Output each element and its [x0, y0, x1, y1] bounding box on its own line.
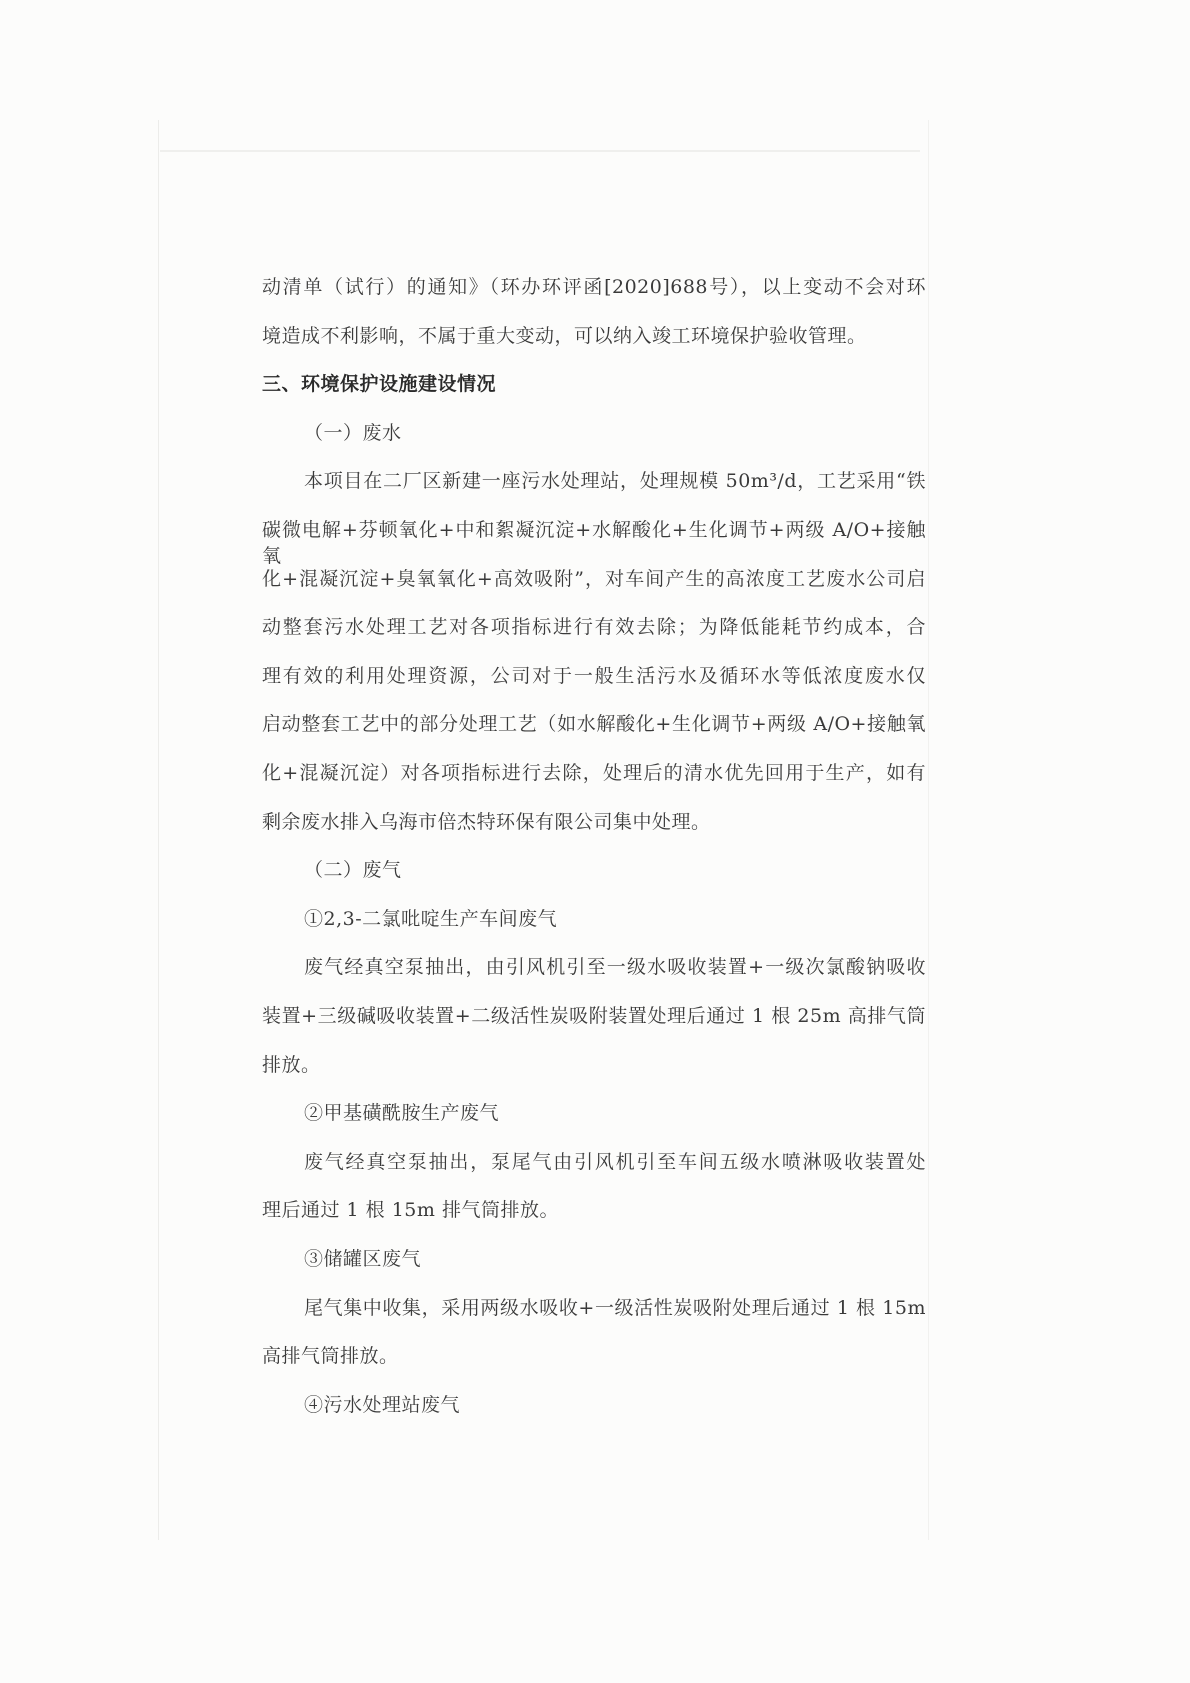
scan-edge-left: [158, 120, 159, 1540]
subsection-heading: （一）废水: [304, 422, 402, 444]
paragraph-line: 高排气筒排放。: [262, 1345, 399, 1367]
item-heading: ②甲基磺酰胺生产废气: [304, 1102, 500, 1124]
paragraph-line: 尾气集中收集，采用两级水吸收+一级活性炭吸附处理后通过 1 根 15m: [304, 1297, 926, 1319]
paragraph-line: 动整套污水处理工艺对各项指标进行有效去除；为降低能耗节约成本，合: [262, 616, 926, 638]
paragraph-line: 理有效的利用处理资源，公司对于一般生活污水及循环水等低浓度废水仅: [262, 665, 926, 687]
paragraph-line: 动清单（试行）的通知》（环办环评函[2020]688号），以上变动不会对环: [262, 276, 926, 298]
paragraph-line: 理后通过 1 根 15m 排气筒排放。: [262, 1199, 559, 1221]
item-heading: ③储罐区废气: [304, 1248, 422, 1270]
item-heading: ①2,3-二氯吡啶生产车间废气: [304, 908, 558, 930]
paragraph-line: 本项目在二厂区新建一座污水处理站，处理规模 50m³/d，工艺采用“铁: [304, 470, 926, 492]
section-heading: 三、环境保护设施建设情况: [262, 373, 497, 395]
scan-edge-right: [928, 120, 929, 1540]
paragraph-line: 化+混凝沉淀）对各项指标进行去除，处理后的清水优先回用于生产，如有: [262, 762, 926, 784]
paragraph-line: 剩余废水排入乌海市倍杰特环保有限公司集中处理。: [262, 811, 711, 833]
paragraph-line: 碳微电解+芬顿氧化+中和絮凝沉淀+水解酸化+生化调节+两级 A/O+接触氧: [262, 519, 926, 567]
subsection-heading: （二）废气: [304, 859, 402, 881]
paragraph-line: 启动整套工艺中的部分处理工艺（如水解酸化+生化调节+两级 A/O+接触氧: [262, 713, 926, 735]
paragraph-line: 装置+三级碱吸收装置+二级活性炭吸附装置处理后通过 1 根 25m 高排气筒: [262, 1005, 926, 1027]
paragraph-line: 废气经真空泵抽出，由引风机引至一级水吸收装置+一级次氯酸钠吸收: [304, 956, 926, 978]
paragraph-line: 排放。: [262, 1054, 321, 1076]
paragraph-line: 废气经真空泵抽出，泵尾气由引风机引至车间五级水喷淋吸收装置处: [304, 1151, 926, 1173]
scan-top-line: [160, 150, 920, 152]
paragraph-line: 化+混凝沉淀+臭氧氧化+高效吸附”，对车间产生的高浓度工艺废水公司启: [262, 568, 926, 590]
item-heading: ④污水处理站废气: [304, 1394, 461, 1416]
paragraph-line: 境造成不利影响，不属于重大变动，可以纳入竣工环境保护验收管理。: [262, 325, 867, 347]
